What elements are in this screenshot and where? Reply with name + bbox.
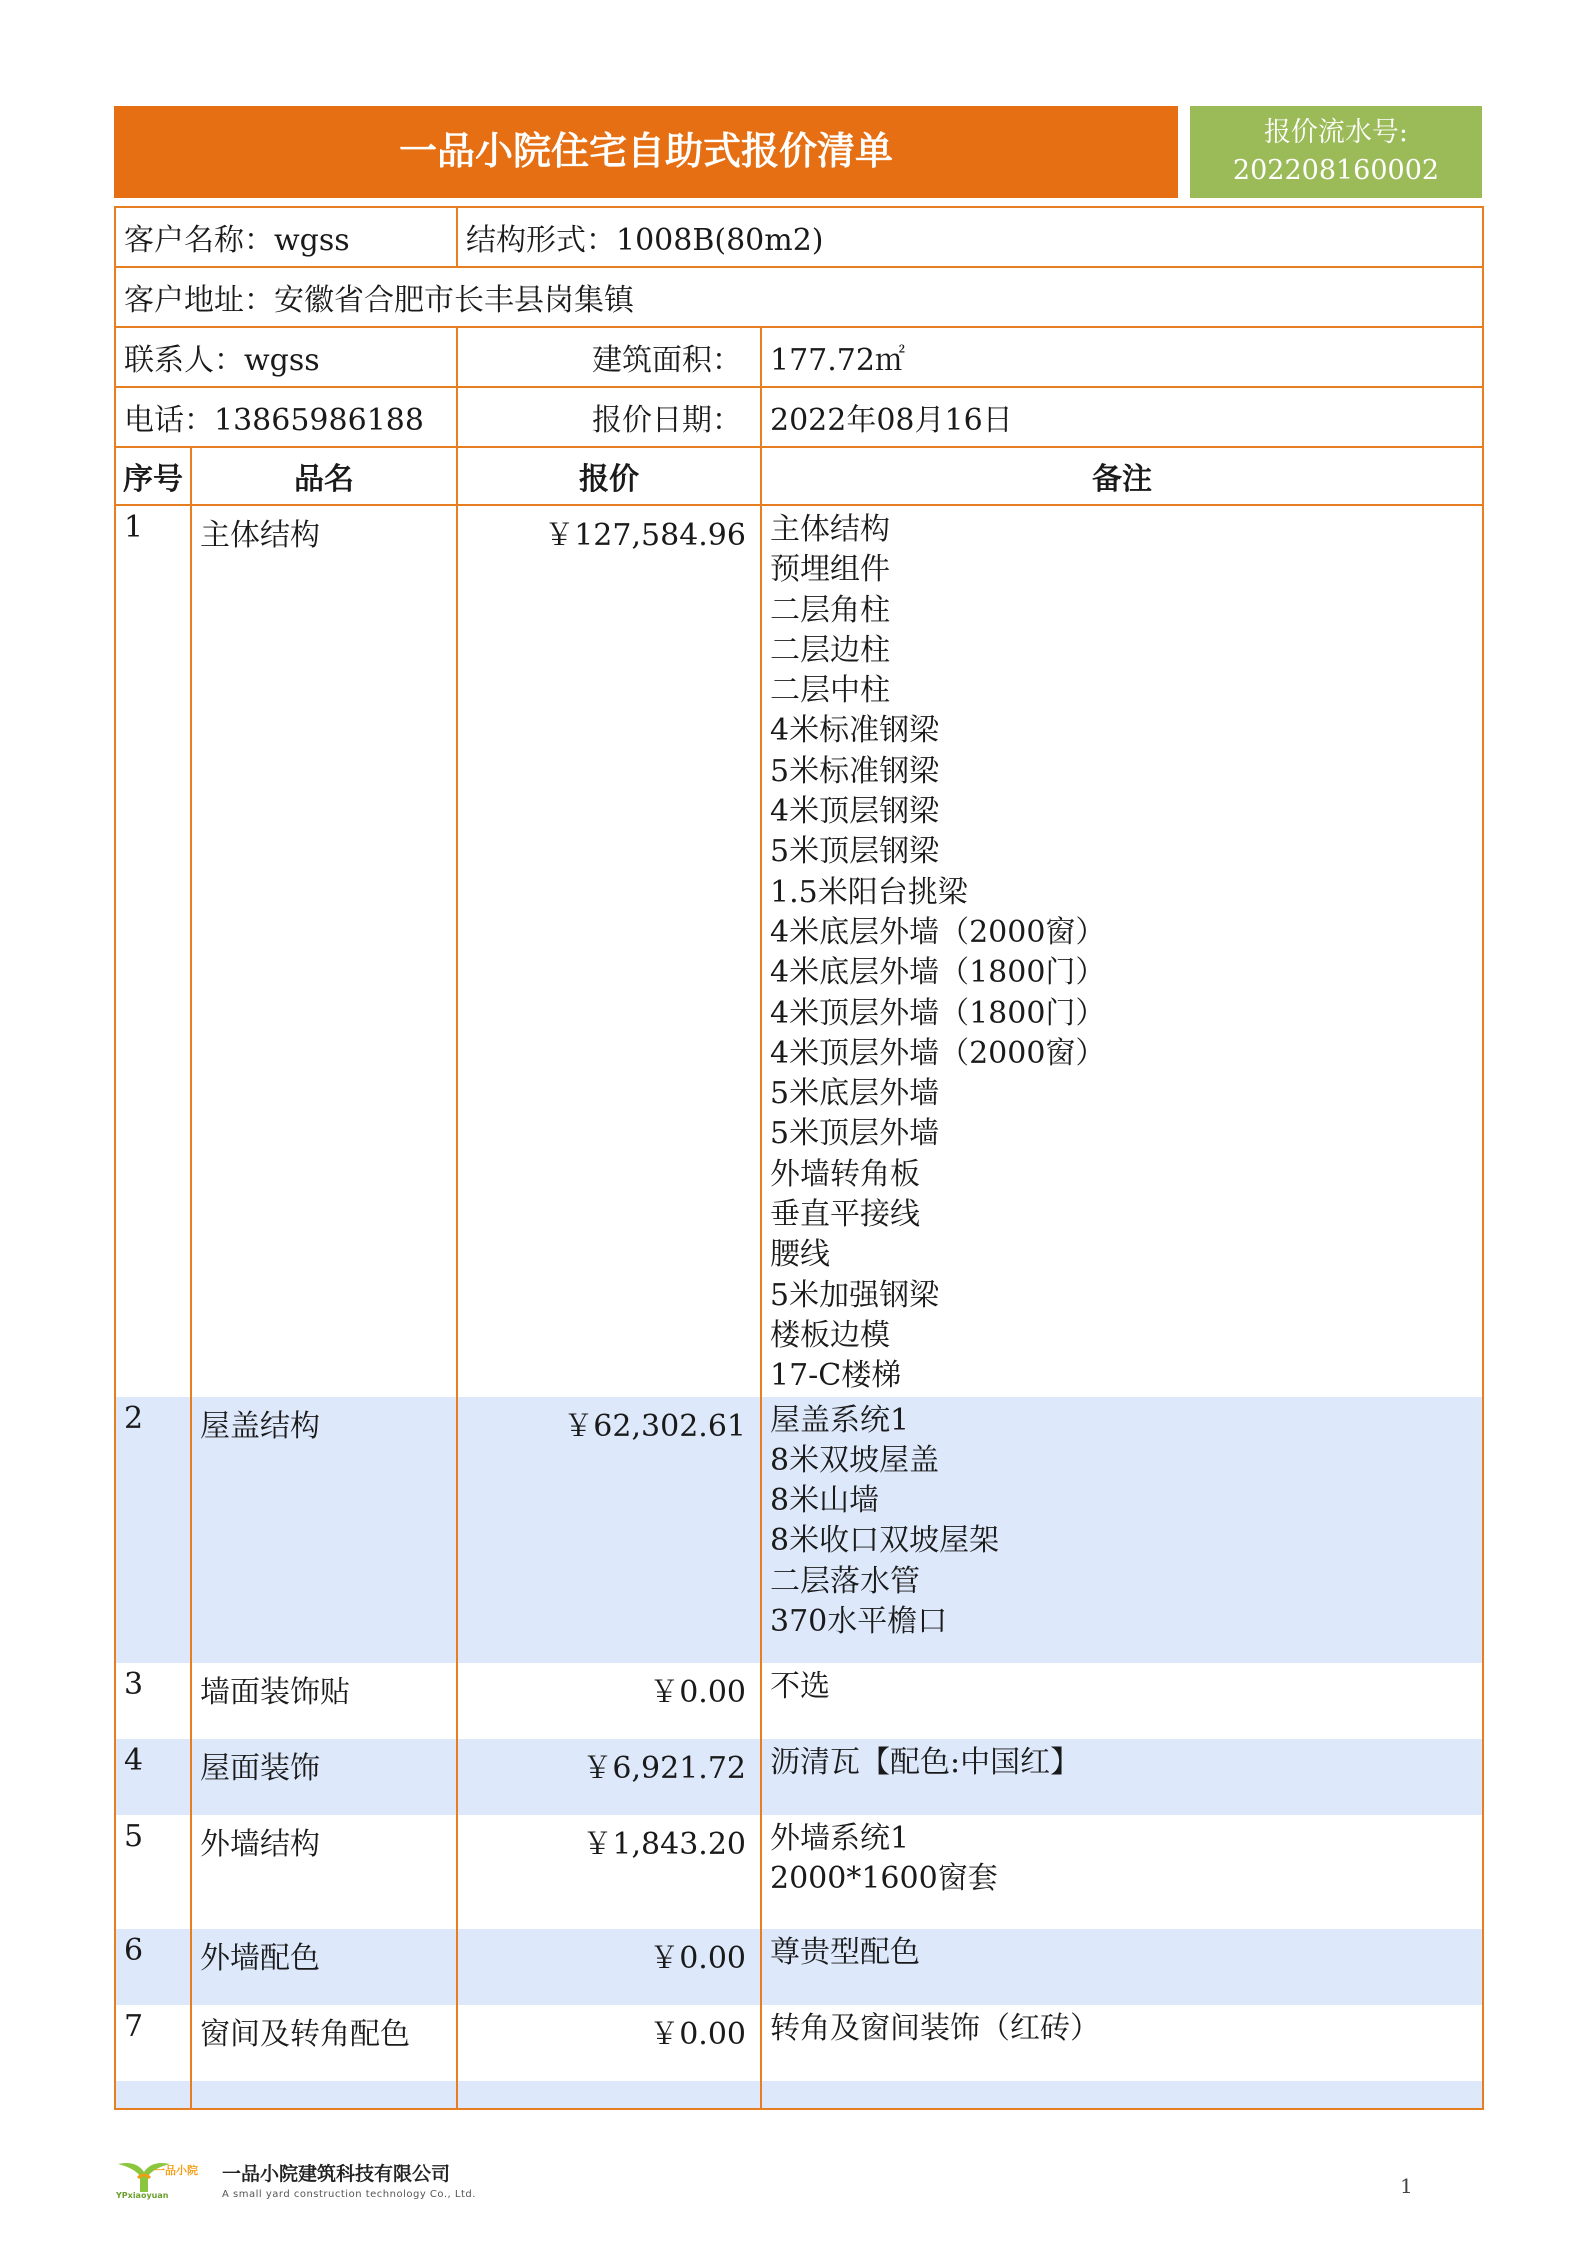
row-item-name: 屋盖结构	[191, 1397, 457, 1663]
building-area-label: 建筑面积：	[457, 327, 761, 387]
serial-label: 报价流水号:	[1263, 117, 1409, 148]
note-line: 二层落水管	[770, 1563, 920, 1599]
note-line: 垂直平接线	[770, 1197, 920, 1233]
contact-person: 联系人：wgss	[115, 327, 457, 387]
row-index: 7	[115, 2005, 191, 2081]
note-line: 5米标准钢梁	[770, 753, 940, 789]
info-row-address	[115, 267, 1483, 327]
quote-date-label: 报价日期：	[457, 387, 761, 447]
row-item-name: 窗间及转角配色	[191, 2005, 457, 2081]
row-notes	[761, 2005, 1483, 2081]
phone-number: 电话：13865986188	[115, 387, 457, 447]
header-index: 序号	[115, 447, 191, 505]
row-notes	[761, 1663, 1483, 1739]
note-line: 1.5米阳台挑梁	[770, 874, 968, 910]
row-price: ￥1,843.20	[457, 1815, 761, 1929]
row-price: ￥62,302.61	[457, 1397, 761, 1663]
note-line: 370水平檐口	[770, 1604, 948, 1640]
note-line: 4米顶层钢梁	[770, 794, 940, 830]
serial-number-box	[1190, 106, 1482, 198]
note-line: 外墙系统1	[770, 1820, 910, 1856]
note-line: 楼板边模	[770, 1317, 890, 1353]
row-notes	[761, 1397, 1483, 1663]
note-line: 4米顶层外墙（1800门）	[770, 995, 1106, 1031]
row-item-name: 主体结构	[191, 505, 457, 1397]
info-row-contact	[115, 327, 1483, 387]
note-line: 5米加强钢梁	[770, 1277, 940, 1313]
note-line: 8米收口双坡屋架	[770, 1523, 1000, 1559]
row-price: ￥6,921.72	[457, 1739, 761, 1815]
note-line: 2000*1600窗套	[770, 1860, 998, 1896]
serial-value: 202208160002	[1232, 155, 1440, 186]
table-row	[115, 1815, 1483, 1929]
customer-address: 客户地址：安徽省合肥市长丰县岗集镇	[115, 267, 1483, 327]
header-price: 报价	[457, 447, 761, 505]
row-notes	[761, 1739, 1483, 1815]
row-price: ￥127,584.96	[457, 505, 761, 1397]
note-line: 不选	[770, 1668, 830, 1704]
company-info	[222, 2159, 476, 2200]
note-line: 主体结构	[770, 512, 890, 547]
building-area-value: 177.72㎡	[761, 327, 1483, 387]
customer-name: 客户名称：wgss	[115, 207, 457, 267]
table-row	[115, 1929, 1483, 2005]
row-index: 3	[115, 1663, 191, 1739]
table-row	[115, 505, 1483, 1397]
note-line: 5米顶层钢梁	[770, 834, 940, 870]
note-line: 二层角柱	[770, 592, 890, 628]
row-item-name: 外墙配色	[191, 1929, 457, 2005]
note-line: 5米顶层外墙	[770, 1116, 940, 1152]
note-line: 预埋组件	[770, 552, 890, 588]
note-line: 4米底层外墙（2000窗）	[770, 914, 1106, 950]
row-item-name: 外墙结构	[191, 1815, 457, 1929]
row-notes	[761, 1815, 1483, 1929]
row-index: 6	[115, 1929, 191, 2005]
row-notes	[761, 1929, 1483, 2005]
company-name-cn: 一品小院建筑科技有限公司	[222, 2163, 451, 2185]
table-row-continued	[115, 2081, 1483, 2109]
note-line: 5米底层外墙	[770, 1076, 940, 1112]
note-line: 沥清瓦【配色:中国红】	[770, 1744, 1081, 1780]
row-index: 4	[115, 1739, 191, 1815]
note-line: 二层中柱	[770, 673, 890, 709]
note-line: 转角及窗间装饰（红砖）	[770, 2010, 1100, 2046]
note-line: 尊贵型配色	[770, 1934, 920, 1970]
row-item-name: 屋面装饰	[191, 1739, 457, 1815]
logo-sub: YPxiaoyuan	[116, 2191, 169, 2200]
quote-table	[114, 206, 1484, 2110]
note-line: 4米底层外墙（1800门）	[770, 955, 1106, 991]
note-line: 8米双坡屋盖	[770, 1442, 940, 1478]
header-notes: 备注	[761, 447, 1483, 505]
table-row	[115, 2005, 1483, 2081]
note-line: 4米标准钢梁	[770, 713, 940, 749]
company-name-en: A small yard construction technology Co., Ltd.	[222, 2189, 476, 2200]
note-line: 二层边柱	[770, 632, 890, 668]
header-item-name: 品名	[191, 447, 457, 505]
company-logo	[114, 2158, 214, 2200]
table-header-row	[115, 447, 1483, 505]
logo-text: 一品小院	[154, 2164, 198, 2177]
quote-date-value: 2022年08月16日	[761, 387, 1483, 447]
note-line: 4米顶层外墙（2000窗）	[770, 1035, 1106, 1071]
note-line: 外墙转角板	[770, 1156, 920, 1192]
info-row-phone	[115, 387, 1483, 447]
row-notes	[761, 505, 1483, 1397]
page-title: 一品小院住宅自助式报价清单	[114, 106, 1178, 198]
note-line: 8米山墙	[770, 1483, 880, 1519]
row-item-name: 墙面装饰贴	[191, 1663, 457, 1739]
info-row-customer	[115, 207, 1483, 267]
note-line: 17-C楼梯	[770, 1358, 902, 1394]
row-price: ￥0.00	[457, 1929, 761, 2005]
structure-type: 结构形式：1008B(80m2)	[457, 207, 1483, 267]
table-row	[115, 1397, 1483, 1663]
table-row	[115, 1663, 1483, 1739]
row-index: 1	[115, 505, 191, 1397]
row-index: 5	[115, 1815, 191, 1929]
row-price: ￥0.00	[457, 2005, 761, 2081]
page-number: 1	[1400, 2174, 1413, 2198]
row-index: 2	[115, 1397, 191, 1663]
row-price: ￥0.00	[457, 1663, 761, 1739]
table-row	[115, 1739, 1483, 1815]
note-line: 腰线	[770, 1237, 830, 1273]
note-line: 屋盖系统1	[770, 1402, 910, 1438]
